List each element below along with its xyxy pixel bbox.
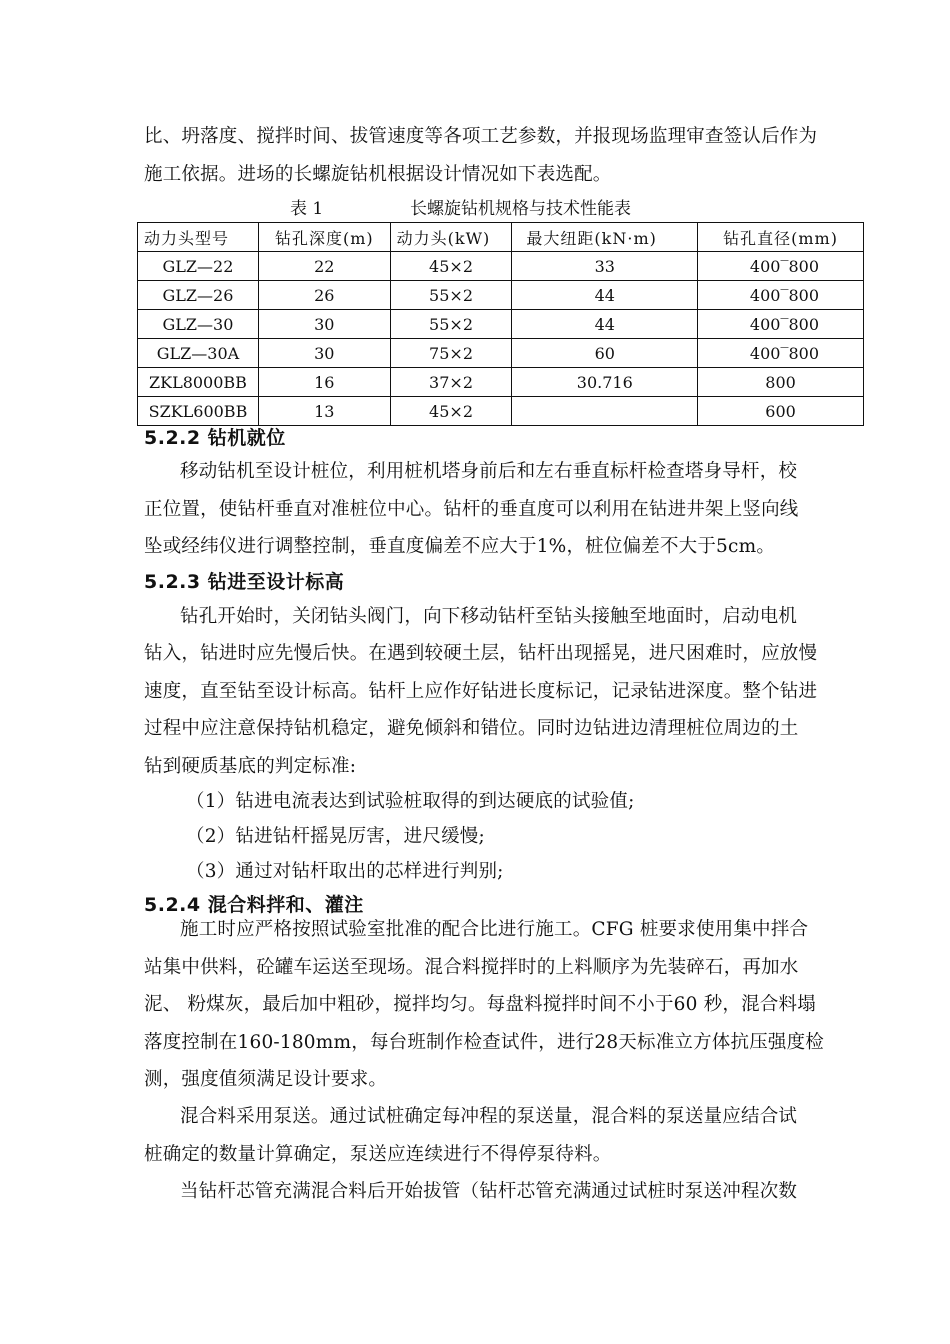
power-cell: 45×2 (390, 397, 512, 426)
table-caption-title: 长螺旋钻机规格与技术性能表 (410, 199, 631, 219)
paragraph-line: 混合料采用泵送。通过试桩确定每冲程的泵送量，混合料的泵送量应结合试 (180, 1106, 798, 1127)
torque-cell: 60 (512, 339, 698, 368)
torque-cell: 33 (512, 252, 698, 281)
diameter-cell: 400‾800 (698, 310, 864, 339)
criteria-item: （2）钻进钻杆摇晃厉害，进尺缓慢; (186, 826, 485, 847)
section-heading-5-2-3: 5.2.3 钻进至设计标高 (144, 571, 345, 593)
table-caption-number: 表 1 (290, 199, 324, 219)
paragraph-line: 测，强度值须满足设计要求。 (144, 1069, 388, 1090)
paragraph-line: 坠或经纬仪进行调整控制，垂直度偏差不应大于1%，桩位偏差不大于5cm。 (144, 536, 776, 557)
depth-cell: 16 (258, 368, 390, 397)
paragraph-line: 钻孔开始时，关闭钻头阀门，向下移动钻杆至钻头接触至地面时，启动电机 (180, 606, 798, 627)
table-row (138, 252, 864, 281)
model-cell: SZKL600BB (138, 397, 259, 426)
table-row (138, 281, 864, 310)
depth-cell: 13 (258, 397, 390, 426)
table-row (138, 339, 864, 368)
table-row (138, 310, 864, 339)
torque-cell: 44 (512, 310, 698, 339)
paragraph-line: 站集中供料，砼罐车运送至现场。混合料搅拌时的上料顺序为先装碎石，再加水 (144, 957, 799, 978)
depth-cell: 22 (258, 252, 390, 281)
diameter-cell: 400‾800 (698, 252, 864, 281)
diameter-cell: 600 (698, 397, 864, 426)
intro-line-2: 施工依据。进场的长螺旋钻机根据设计情况如下表选配。 (144, 164, 612, 185)
model-cell: GLZ—30A (138, 339, 259, 368)
section-heading-5-2-4: 5.2.4 混合料拌和、灌注 (144, 894, 364, 916)
paragraph-line: 钻到硬质基底的判定标准: (144, 756, 357, 777)
criteria-item: （1）钻进电流表达到试验桩取得的到达硬底的试验值; (186, 791, 635, 812)
diameter-cell: 400‾800 (698, 339, 864, 368)
paragraph-line: 过程中应注意保持钻机稳定，避免倾斜和错位。同时边钻进边清理桩位周边的土 (144, 718, 799, 739)
paragraph-line: 施工时应严格按照试验室批准的配合比进行施工。CFG 桩要求使用集中拌合 (180, 919, 809, 940)
drill-spec-table (137, 222, 864, 426)
header-cell: 钻孔直径(mm) (698, 223, 864, 252)
power-cell: 75×2 (390, 339, 512, 368)
header-cell: 最大纽距(kN·m) (512, 223, 698, 252)
paragraph-line: 钻入，钻进时应先慢后快。在遇到较硬土层，钻杆出现摇晃，进尺困难时，应放慢 (144, 643, 818, 664)
header-cell: 钻孔深度(m) (258, 223, 390, 252)
intro-line-1: 比、坍落度、搅拌时间、拔管速度等各项工艺参数，并报现场监理审查签认后作为 (144, 126, 818, 147)
depth-cell: 30 (258, 339, 390, 368)
power-cell: 45×2 (390, 252, 512, 281)
torque-cell: 30.716 (512, 368, 698, 397)
table-row (138, 397, 864, 426)
model-cell: GLZ—30 (138, 310, 259, 339)
table-row (138, 368, 864, 397)
torque-cell: 44 (512, 281, 698, 310)
paragraph-line: 落度控制在160-180mm，每台班制作检查试件，进行28天标准立方体抗压强度检 (144, 1032, 825, 1053)
model-cell: GLZ—26 (138, 281, 259, 310)
paragraph-line: 速度，直至钻至设计标高。钻杆上应作好钻进长度标记，记录钻进深度。整个钻进 (144, 681, 818, 702)
power-cell: 55×2 (390, 310, 512, 339)
paragraph-line: 正位置，使钻杆垂直对准桩位中心。钻杆的垂直度可以利用在钻进井架上竖向线 (144, 499, 799, 520)
paragraph-line: 泥、 粉煤灰，最后加中粗砂，搅拌均匀。每盘料搅拌时间不小于60 秒，混合料塌 (144, 994, 816, 1015)
table-header-row (138, 223, 864, 252)
model-cell: ZKL8000BB (138, 368, 259, 397)
paragraph-line: 桩确定的数量计算确定，泵送应连续进行不得停泵待料。 (144, 1144, 612, 1165)
paragraph-line: 当钻杆芯管充满混合料后开始拔管（钻杆芯管充满通过试桩时泵送冲程次数 (180, 1181, 798, 1202)
section-heading-5-2-2: 5.2.2 钻机就位 (144, 427, 286, 449)
paragraph-line: 移动钻机至设计桩位，利用桩机塔身前后和左右垂直标杆检查塔身导杆，校 (180, 461, 798, 482)
header-cell: 动力头(kW) (390, 223, 512, 252)
diameter-cell: 400‾800 (698, 281, 864, 310)
diameter-cell: 800 (698, 368, 864, 397)
power-cell: 37×2 (390, 368, 512, 397)
header-cell: 动力头型号 (138, 223, 259, 252)
depth-cell: 26 (258, 281, 390, 310)
torque-cell (512, 397, 698, 426)
model-cell: GLZ—22 (138, 252, 259, 281)
depth-cell: 30 (258, 310, 390, 339)
power-cell: 55×2 (390, 281, 512, 310)
criteria-item: （3）通过对钻杆取出的芯样进行判别; (186, 861, 504, 882)
